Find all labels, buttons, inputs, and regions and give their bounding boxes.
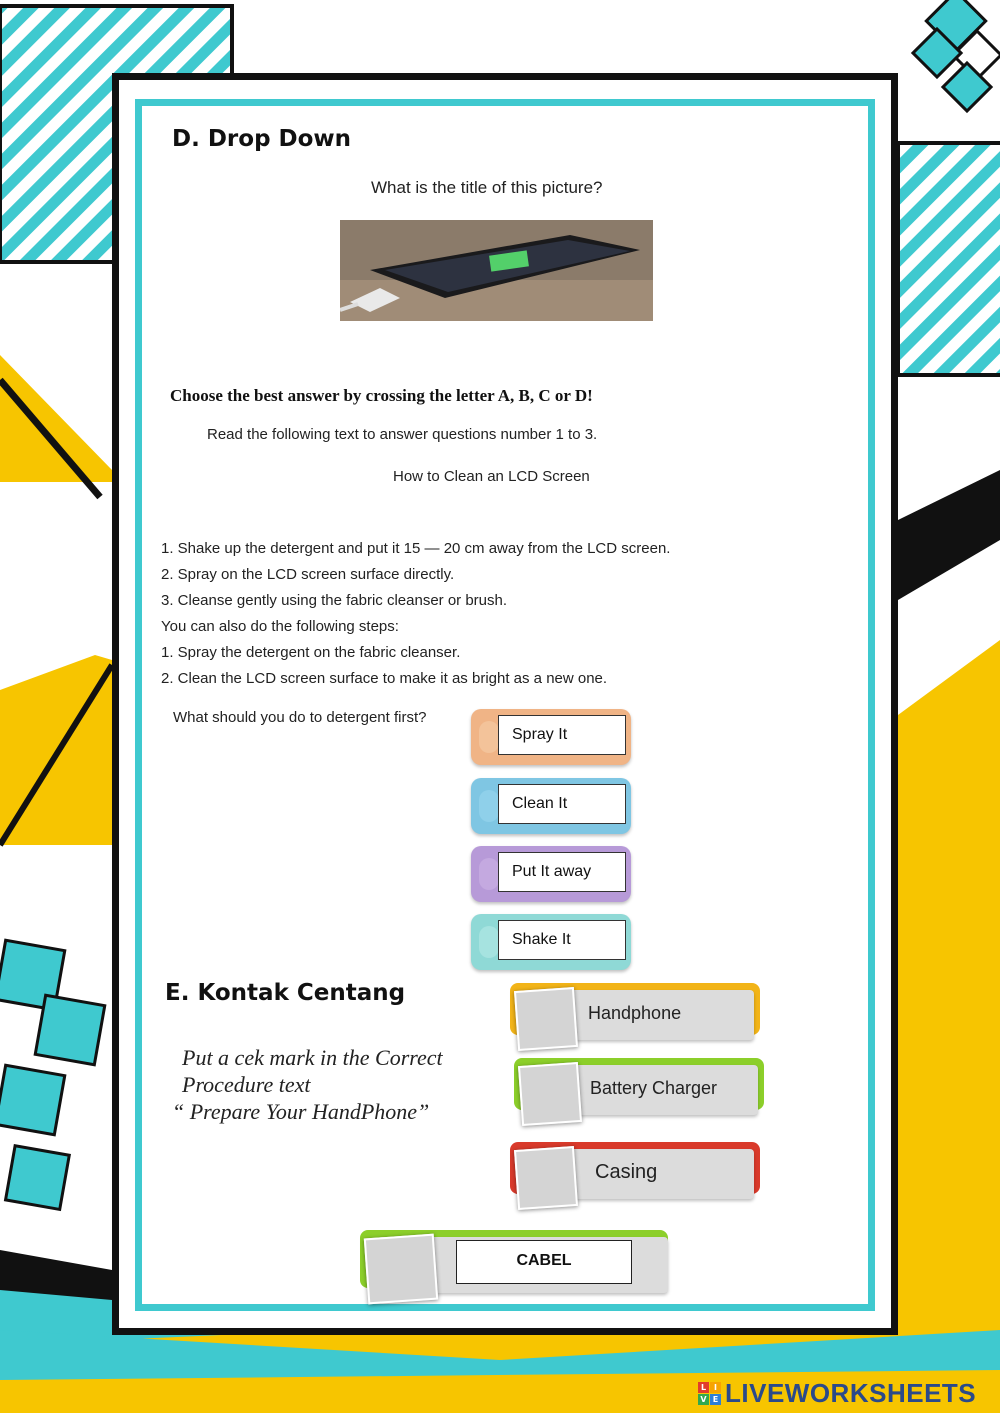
choice-casing[interactable] xyxy=(510,1142,760,1202)
step-line: 1. Spray the detergent on the fabric cleanser. xyxy=(161,644,461,661)
checkbox[interactable] xyxy=(364,1234,438,1305)
phone-charging-photo xyxy=(340,220,653,321)
brand-name: LIVEWORKSHEETS xyxy=(725,1378,977,1408)
instruction-line: Procedure text xyxy=(182,1072,311,1097)
option-knob xyxy=(479,721,499,753)
option-knob xyxy=(479,926,499,958)
instruction-line: Put a cek mark in the Correct xyxy=(182,1045,443,1070)
step-line: You can also do the following steps: xyxy=(161,618,399,635)
option-put-it-away[interactable] xyxy=(471,846,631,902)
choice-battery-charger[interactable] xyxy=(514,1058,764,1118)
section-e-title: E. Kontak Centang xyxy=(165,980,406,1006)
badge-letter: E xyxy=(710,1394,721,1405)
checkbox[interactable] xyxy=(514,1146,578,1210)
phone-charging-illustration xyxy=(340,220,653,321)
section-e-instruction xyxy=(172,1044,443,1125)
live-badge-icon xyxy=(698,1382,722,1406)
instruction-line: “ Prepare Your HandPhone” xyxy=(172,1099,430,1124)
read-text-instruction: Read the following text to answer questions number 1 to 3. xyxy=(207,426,598,443)
choice-label: CABEL xyxy=(456,1240,632,1284)
liveworksheets-logo xyxy=(698,1380,994,1410)
step-line: 2. Spray on the LCD screen surface directly. xyxy=(161,566,455,583)
option-clean-it[interactable] xyxy=(471,778,631,834)
option-knob xyxy=(479,858,499,890)
step-line: 1. Shake up the detergent and put it 15 — 20 cm away from the LCD screen. xyxy=(161,540,671,557)
option-spray-it[interactable] xyxy=(471,709,631,765)
option-label: Spray It xyxy=(498,715,626,755)
badge-letter: I xyxy=(710,1382,721,1393)
text-title: How to Clean an LCD Screen xyxy=(393,468,590,485)
picture-question: What is the title of this picture? xyxy=(371,178,603,197)
badge-letter: V xyxy=(698,1394,709,1405)
dropdown-question: What should you do to detergent first? xyxy=(173,709,427,726)
section-d-title: D. Drop Down xyxy=(172,126,352,152)
option-knob xyxy=(479,790,499,822)
step-line: 2. Clean the LCD screen surface to make it as bright as a new one. xyxy=(161,670,608,687)
choice-cabel[interactable] xyxy=(360,1230,670,1298)
checkbox[interactable] xyxy=(514,987,578,1051)
choice-handphone[interactable] xyxy=(510,983,760,1043)
procedure-steps xyxy=(161,536,670,692)
checkbox[interactable] xyxy=(518,1062,582,1126)
step-line: 3. Cleanse gently using the fabric cleanser or brush. xyxy=(161,592,508,609)
option-label: Clean It xyxy=(498,784,626,824)
option-label: Shake It xyxy=(498,920,626,960)
option-shake-it[interactable] xyxy=(471,914,631,970)
badge-letter: L xyxy=(698,1382,709,1393)
choice-label: Battery Charger xyxy=(590,1078,718,1098)
option-label: Put It away xyxy=(498,852,626,892)
choice-label: Casing xyxy=(595,1161,658,1183)
instruction-text: Choose the best answer by crossing the letter A, B, C or D! xyxy=(170,386,593,405)
choice-label: Handphone xyxy=(588,1003,682,1023)
